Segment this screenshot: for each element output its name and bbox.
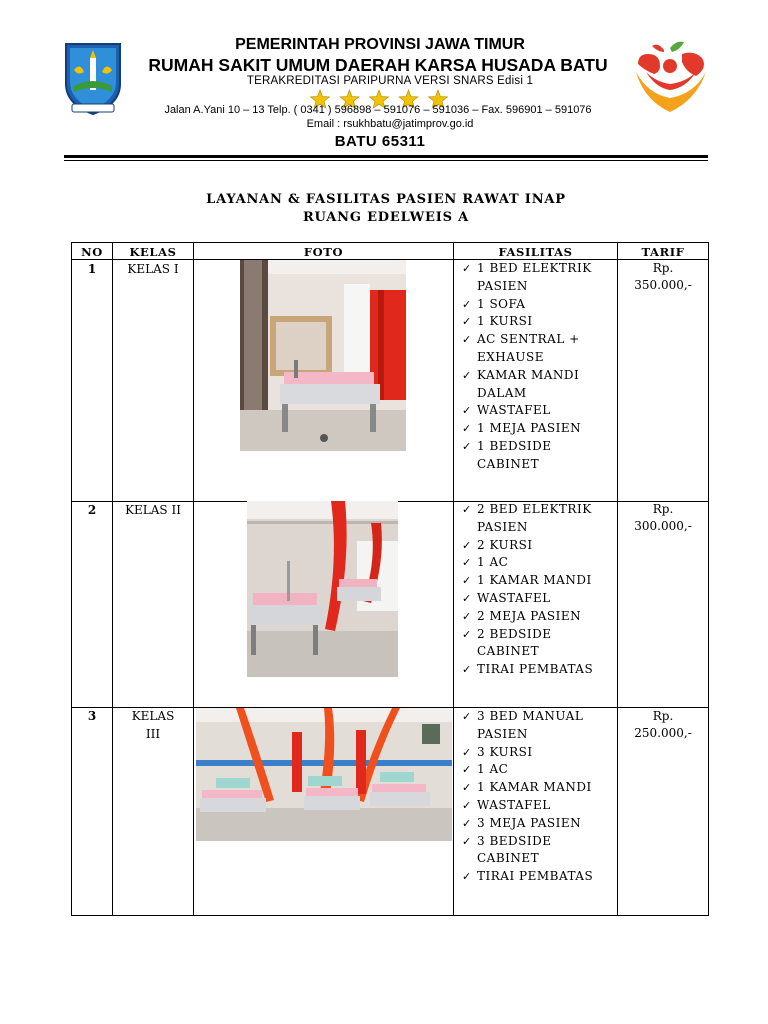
list-item: ✓ AC SENTRAL + EXHAUSE: [462, 332, 580, 364]
header-fasilitas: FASILITAS: [498, 245, 573, 259]
tarif-currency: Rp.: [652, 261, 674, 275]
check-icon: ✓: [462, 591, 472, 605]
list-item: ✓ TIRAI PEMBATAS: [458, 661, 614, 679]
list-item: ✓ 2 BED ELEKTRIK PASIEN: [462, 502, 592, 534]
row-kelas: KELAS II: [125, 503, 181, 517]
check-icon: ✓: [462, 781, 472, 795]
check-icon: ✓: [462, 297, 472, 311]
check-icon: ✓: [462, 798, 472, 812]
check-icon: ✓: [462, 262, 472, 275]
check-icon: ✓: [462, 745, 472, 759]
check-icon: ✓: [462, 763, 472, 777]
list-item: ✓ 2 BEDSIDE CABINET: [462, 626, 552, 659]
check-icon: ✓: [462, 870, 472, 884]
list-item: ✓ 1 AC: [458, 761, 614, 779]
facility-list: [458, 260, 614, 474]
tarif-currency: Rp.: [652, 709, 674, 723]
list-item: ✓ 2 KURSI: [458, 537, 614, 555]
list-item: ✓ 1 KAMAR MANDI: [458, 572, 614, 590]
check-icon: ✓: [462, 368, 472, 382]
list-item: ✓ WASTAFEL: [458, 590, 614, 608]
check-icon: ✓: [462, 574, 472, 588]
letterhead-rule-thick: [64, 155, 708, 158]
tarif-amount: 300.000,-: [634, 519, 692, 533]
row-number: 2: [87, 503, 97, 517]
tarif-amount: 350.000,-: [634, 278, 692, 292]
document-title: LAYANAN & FASILITAS PASIEN RAWAT INAP: [206, 192, 566, 207]
list-item: ✓ 3 BED MANUAL PASIEN: [462, 709, 584, 741]
list-item: ✓ 3 MEJA PASIEN: [458, 815, 614, 833]
list-item: ✓ 1 KURSI: [458, 313, 614, 331]
row-number: 1: [87, 262, 97, 276]
header-foto: FOTO: [303, 245, 344, 259]
government-name: PEMERINTAH PROVINSI JAWA TIMUR: [235, 36, 525, 53]
tarif-currency: Rp.: [652, 502, 674, 516]
facility-list: [458, 501, 614, 679]
row-number: 3: [87, 709, 97, 723]
check-icon: ✓: [462, 710, 472, 723]
check-icon: ✓: [462, 834, 472, 848]
list-item: ✓ 1 BED ELEKTRIK PASIEN: [462, 261, 592, 293]
check-icon: ✓: [462, 503, 472, 516]
east-java-emblem-icon: [60, 40, 126, 116]
tarif-amount: 250.000,-: [634, 726, 692, 740]
list-item: ✓ 1 MEJA PASIEN: [458, 420, 614, 438]
check-icon: ✓: [462, 627, 472, 641]
list-item: ✓ WASTAFEL: [458, 402, 614, 420]
triple-room-photo: [196, 708, 452, 841]
accreditation-text: TERAKREDITASI PARIPURNA VERSI SNARS Edisi 1: [246, 75, 534, 87]
check-icon: ✓: [462, 439, 472, 453]
check-icon: ✓: [462, 422, 472, 436]
table-divider: [617, 243, 618, 915]
hospital-address: Jalan A.Yani 10 – 13 Telp. ( 0341 ) 596898 – 591076 – 591036 – Fax. 596901 – 591076: [164, 104, 592, 116]
document-subtitle: RUANG EDELWEIS A: [302, 210, 470, 225]
list-item: ✓ TIRAI PEMBATAS: [458, 868, 614, 886]
table-divider: [112, 243, 113, 915]
list-item: ✓ 2 MEJA PASIEN: [458, 608, 614, 626]
row-kelas: KELAS III: [131, 709, 175, 741]
check-icon: ✓: [462, 315, 472, 329]
check-icon: ✓: [462, 609, 472, 623]
double-room-photo: [247, 501, 398, 677]
header-kelas: KELAS: [129, 245, 177, 259]
check-icon: ✓: [462, 404, 472, 418]
hospital-logo-icon: [630, 38, 712, 118]
letterhead-rule-thin: [64, 160, 708, 161]
facility-list: [458, 708, 614, 886]
list-item: ✓ 1 KAMAR MANDI: [458, 779, 614, 797]
table-divider: [453, 243, 454, 915]
list-item: ✓ 1 BEDSIDE CABINET: [462, 438, 552, 471]
list-item: ✓ 1 SOFA: [458, 296, 614, 314]
check-icon: ✓: [462, 333, 472, 347]
check-icon: ✓: [462, 556, 472, 570]
list-item: ✓ WASTAFEL: [458, 797, 614, 815]
hospital-email: Email : rsukhbatu@jatimprov.go.id: [306, 118, 474, 130]
list-item: ✓ 3 KURSI: [458, 744, 614, 762]
hospital-name: RUMAH SAKIT UMUM DAERAH KARSA HUSADA BATU: [148, 55, 608, 75]
row-kelas: KELAS I: [127, 262, 179, 276]
check-icon: ✓: [462, 538, 472, 552]
facilities-table: [71, 242, 709, 916]
check-icon: ✓: [462, 816, 472, 830]
check-icon: ✓: [462, 663, 472, 677]
city-postcode: BATU 65311: [334, 133, 426, 150]
header-no: NO: [81, 245, 103, 259]
list-item: ✓ KAMAR MANDI DALAM: [462, 367, 580, 400]
table-divider: [193, 243, 194, 915]
list-item: ✓ 1 AC: [458, 554, 614, 572]
header-tarif: TARIF: [641, 245, 685, 259]
single-room-photo: [240, 260, 406, 451]
list-item: ✓ 3 BEDSIDE CABINET: [462, 833, 552, 866]
